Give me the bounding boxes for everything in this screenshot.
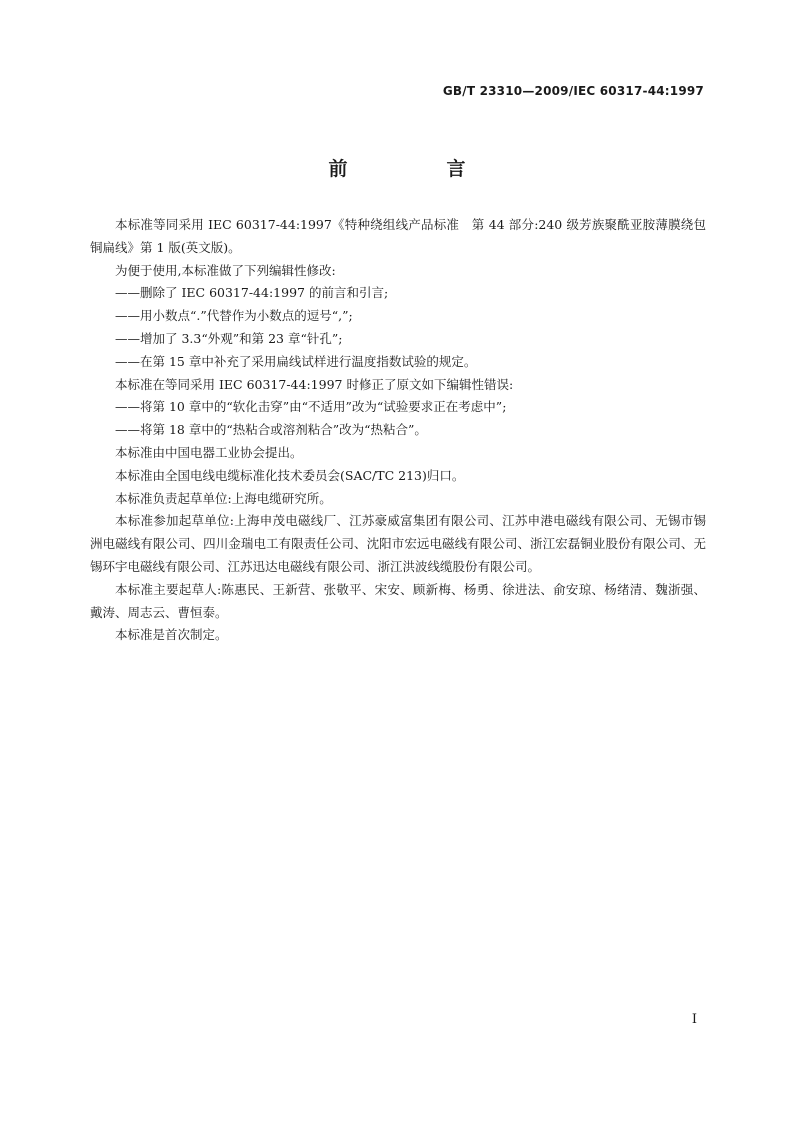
paragraph-adoption: 本标准等同采用 IEC 60317-44:1997《特种绕组线产品标准 第 44 部分:240 级芳族聚酰亚胺薄膜绕包铜扁线》第 1 版(英文版)。 — [90, 217, 706, 255]
paragraph-edit-intro: 为便于使用,本标准做了下列编辑性修改: — [115, 262, 336, 278]
paragraph-drafters: 本标准主要起草人:陈惠民、王新营、张敬平、宋安、顾新梅、杨勇、徐进法、俞安琼、杨绪清、魏浙强、戴涛、周志云、曹恒泰。 — [90, 581, 706, 620]
standard-code: GB/T 23310—2009/IEC 60317-44:1997 — [442, 84, 704, 98]
paragraph-first-edition: 本标准是首次制定。 — [115, 627, 228, 643]
paragraph-corrections-intro: 本标准在等同采用 IEC 60317-44:1997 时修正了原文如下编辑性错误: — [115, 376, 514, 392]
list-item-correction: ——将第 18 章中的“热粘合或溶剂粘合”改为“热粘合”。 — [115, 422, 427, 438]
paragraph-proposer: 本标准由中国电器工业协会提出。 — [115, 444, 303, 460]
list-item-correction: ——将第 10 章中的“软化击穿”由“不适用”改为“试验要求正在考虑中”; — [115, 399, 507, 415]
list-item-edit: ——增加了 3.3“外观”和第 23 章“针孔”; — [115, 330, 343, 346]
list-item-edit: ——删除了 IEC 60317-44:1997 的前言和引言; — [115, 285, 389, 301]
paragraph-participants: 本标准参加起草单位:上海申茂电磁线厂、江苏豪威富集团有限公司、江苏申港电磁线有限公司、无锡市锡洲电磁线有限公司、四川金瑞电工有限责任公司、沈阳市宏远电磁线有限公司、浙江宏磊铜业股份有限公司、无锡环宇电磁线有限公司、江苏迅达电磁线有限公司、浙江洪波线缆股份有限公司。 — [90, 513, 706, 574]
paragraph-lead-drafter: 本标准负责起草单位:上海电缆研究所。 — [115, 490, 332, 506]
page-title: 前 言 — [328, 158, 506, 180]
list-item-edit: ——在第 15 章中补充了采用扁线试样进行温度指数试验的规定。 — [115, 353, 477, 369]
list-item-edit: ——用小数点“.”代替作为小数点的逗号“,”; — [115, 308, 353, 324]
paragraph-committee: 本标准由全国电线电缆标准化技术委员会(SAC/TC 213)归口。 — [115, 467, 465, 483]
foreword-body — [90, 214, 706, 647]
page-number: I — [691, 1012, 697, 1027]
